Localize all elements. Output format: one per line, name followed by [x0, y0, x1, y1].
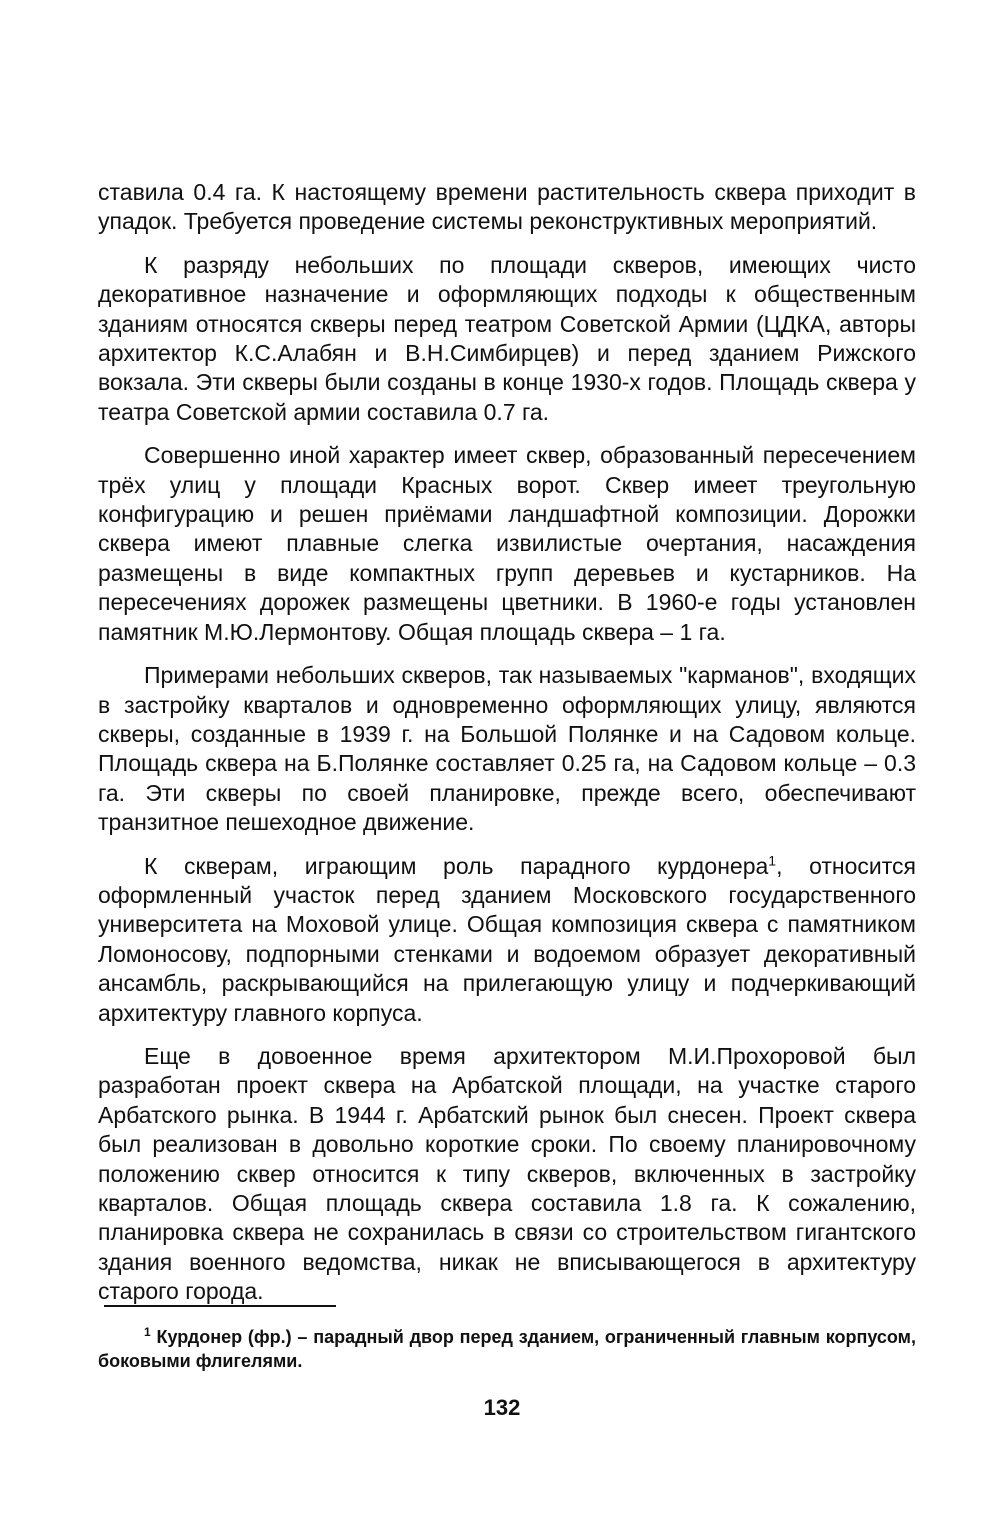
page-body: [98, 178, 916, 1321]
page-number: 132: [483, 1395, 521, 1420]
paragraph-arbat-square: Еще в довоенное время архитектором М.И.Прохоровой был разработан проект сквера на Арбатской площади, на участке старого Арбатского рынка. В 1944 г. Арбатский рынок был снесен. Проект сквера был реализован в довольно короткие сроки. По своему планировочному положению сквер относится к типу скверов, включенных в застройку кварталов. Общая площадь сквера составила 1.8 га. К сожалению, планировка сквера не сохранилась в связи со строительством гигантского здания военного ведомства, никак не вписывающегося в архитектуру старого города.: [98, 1042, 916, 1305]
footnote-reference: 1: [768, 851, 777, 868]
paragraph-kurdoner: [98, 852, 916, 1028]
paragraph-kurdoner-end: , относится оформленный участок перед зданием Московского государственного университета на Моховой улице. Общая композиция сквера с памятником Ломоносову, подпорными стенками и водоемом образует декоративный ансамбль, раскрывающийся на прилегающую улицу и подчеркивающий архитектуру главного корпуса.: [98, 852, 916, 1026]
paragraph-continuation: ставила 0.4 га. К настоящему времени растительность сквера приходит в упадок. Требуется проведение системы реконструктивных мероприятий.: [98, 179, 916, 235]
footnote: [98, 1325, 916, 1373]
footnote-divider: [104, 1305, 336, 1307]
paragraph-pocket-squares: Примерами небольших скверов, так называемых "карманов", входящих в застройку кварталов и одновременно оформляющих улицу, являются скверы, созданные в 1939 г. на Большой Полянке и на Садовом кольце. Площадь сквера на Б.Полянке составляет 0.25 га, на Садовом кольце – 0.3 га. Эти скверы по своей планировке, прежде всего, обеспечивают транзитное пешеходное движение.: [98, 662, 916, 836]
paragraph-decorative-squares: К разряду небольших по площади скверов, имеющих чисто декоративное назначение и оформляющих подходы к общественным зданиям относятся скверы перед театром Советской Армии (ЦДКА, авторы архитектор К.С.Алабян и В.Н.Симбирцев) и перед зданием Рижского вокзала. Эти скверы были созданы в конце 1930-х годов. Площадь сквера у театра Советской армии составила 0.7 га.: [98, 251, 916, 425]
footnote-marker: 1: [144, 1325, 151, 1339]
paragraph-kurdoner-start: К скверам, играющим роль парадного курдонера: [144, 852, 769, 879]
footnote-text: Курдонер (фр.) – парадный двор перед зданием, ограниченный главным корпусом, боковыми флигелями.: [98, 1327, 916, 1371]
paragraph-red-gates-square: Совершенно иной характер имеет сквер, образованный пересечением трёх улиц у площади Красных ворот. Сквер имеет треугольную конфигурацию и решен приёмами ландшафтной композиции. Дорожки сквера имеют плавные слегка извилистые очертания, насаждения размещены в виде компактных групп деревьев и кустарников. На пересечениях дорожек размещены цветники. В 1960-е годы установлен памятник М.Ю.Лермонтову. Общая площадь сквера – 1 га.: [98, 442, 916, 645]
